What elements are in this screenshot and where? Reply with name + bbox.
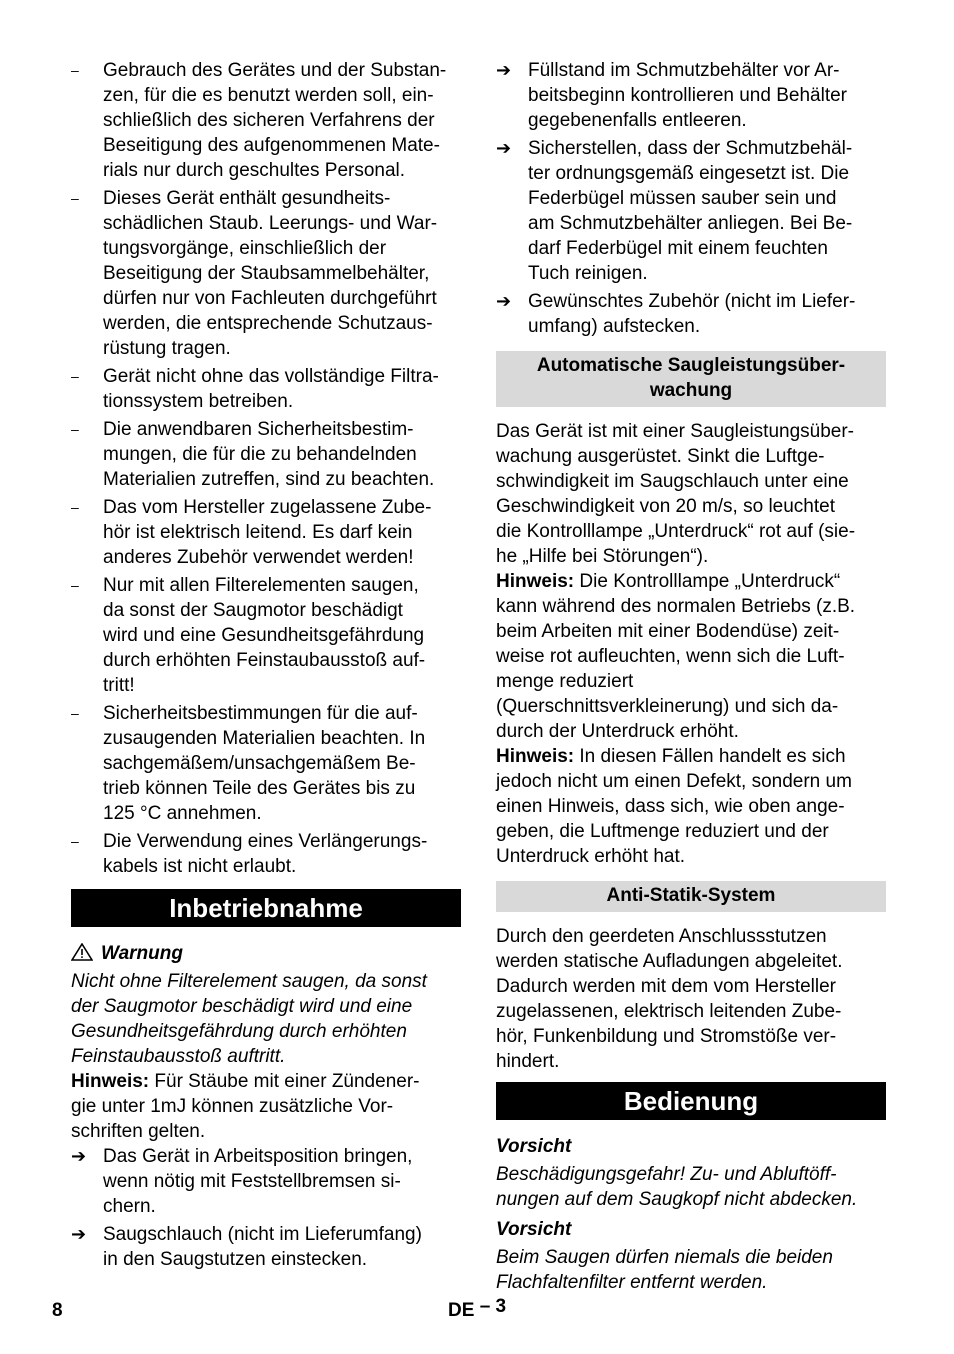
text-line: werden statische Aufladungen abgeleitet. (496, 951, 843, 972)
text-line: rüstung tragen. (103, 338, 231, 359)
left-column (71, 58, 461, 1275)
text-line: chern. (103, 1196, 156, 1217)
section-title-inbetriebnahme: Inbetriebnahme (71, 889, 461, 927)
text-line: menge reduziert (496, 671, 634, 692)
text-line: In diesen Fällen handelt es sich (574, 746, 846, 767)
list-item (71, 417, 461, 492)
text-line: Durch den geerdeten Anschlussstutzen (496, 926, 827, 947)
text-line: hindert. (496, 1051, 560, 1072)
text-line: Dadurch werden mit dem vom Hersteller (496, 976, 837, 997)
text-line: zen, für die es benutzt werden soll, ein- (103, 85, 434, 106)
text-line: Beseitigung des aufgenommenen Mate- (103, 135, 440, 156)
text-line: schädlichen Staub. Leerungs- und War- (103, 213, 438, 234)
text-line: gegebenenfalls entleeren. (528, 110, 747, 131)
list-item-text (528, 58, 886, 133)
text-line: Die anwendbaren Sicherheitsbestim- (103, 419, 414, 440)
text-line: anderes Zubehör verwendet werden! (103, 547, 414, 568)
text-line: Beschädigungsgefahr! Zu- und Abluftöff- (496, 1164, 837, 1185)
caution-2-label: Vorsicht (496, 1219, 572, 1240)
text-line: Nicht ohne Filterelement saugen, da sonst (71, 971, 427, 992)
text-line: Das Gerät ist mit einer Saugleistungsüber- (496, 421, 854, 442)
text-line: einen Hinweis, dass sich, wie oben ange- (496, 796, 845, 817)
text-line: wenn nötig mit Feststellbremsen si- (103, 1171, 401, 1192)
text-line: Beseitigung der Staubsammelbehälter, (103, 263, 430, 284)
text-line: Federbügel müssen sauber sein und (528, 188, 837, 209)
text-line: Gewünschtes Zubehör (nicht im Liefer- (528, 291, 856, 312)
text-line: wird und eine Gesundheitsgefährdung (103, 625, 425, 646)
text-line: ter ordnungsgemäß eingesetzt ist. Die (528, 163, 850, 184)
note-label: Hinweis: (496, 571, 575, 592)
footer-lang-code: DE (448, 1300, 475, 1321)
note-text (71, 1069, 461, 1144)
dash-bullet: – (71, 833, 79, 849)
warning-text (71, 969, 461, 1069)
list-item-text (103, 1222, 461, 1272)
caution-1-label: Vorsicht (496, 1136, 572, 1157)
text-line: Automatische Saugleistungsüber- (536, 355, 846, 376)
text-line: Flachfaltenfilter entfernt werden. (496, 1272, 768, 1293)
page-number: 8 (52, 1300, 63, 1321)
text-line: Dieses Gerät enthält gesundheits- (103, 188, 391, 209)
text-line: die Kontrolllampe „Unterdruck“ rot auf (sie- (496, 521, 856, 542)
text-line: Für Stäube mit einer Zündener- (149, 1071, 420, 1092)
setup-steps-list (71, 1144, 461, 1272)
list-item-text (103, 417, 461, 492)
text-line: zugelassenen, elektrisch leitenden Zube- (496, 1001, 842, 1022)
section-title-bedienung: Bedienung (496, 1082, 886, 1120)
text-line: umfang) aufstecken. (528, 316, 701, 337)
text-line: da sonst der Saugmotor beschädigt (103, 600, 403, 621)
text-line: in den Saugstutzen einstecken. (103, 1249, 368, 1270)
warning-triangle-icon (71, 943, 93, 961)
text-line: wachung (649, 380, 733, 401)
list-item-text (103, 573, 461, 698)
note-first-line (71, 1069, 461, 1094)
text-line: weise rot aufleuchten, wenn sich die Luft- (496, 646, 845, 667)
dash-bullet: – (71, 705, 79, 721)
dash-bullet: – (71, 62, 79, 78)
text-line: 125 °C annehmen. (103, 803, 262, 824)
text-line: schriften gelten. (71, 1121, 206, 1142)
list-item-text (528, 289, 886, 339)
text-line: schwindigkeit im Saugschlauch unter eine (496, 471, 849, 492)
note-2-text (496, 744, 886, 869)
arrow-bullet-icon: ➔ (71, 1224, 87, 1244)
saugleistung-paragraph (496, 419, 886, 569)
list-item (496, 289, 886, 339)
footer-sub-page: – 3 (479, 1296, 507, 1317)
text-line: jedoch nicht um einen Defekt, sondern um (496, 771, 852, 792)
note-1-text (496, 569, 886, 744)
dash-bullet: – (71, 577, 79, 593)
text-line: Gerät nicht ohne das vollständige Filtra- (103, 366, 439, 387)
preparation-steps-list (496, 58, 886, 339)
text-line: mungen, die für die zu behandelnden (103, 444, 417, 465)
note-label: Hinweis: (496, 746, 575, 767)
text-line: Die Kontrolllampe „Unterdruck“ (574, 571, 841, 592)
list-item-text (103, 829, 461, 879)
list-item (71, 573, 461, 698)
dash-bullet: – (71, 368, 79, 384)
text-line: Tuch reinigen. (528, 263, 648, 284)
text-line: durch der Unterdruck erhöht. (496, 721, 739, 742)
text-line: Sicherstellen, dass der Schmutzbehäl- (528, 138, 853, 159)
safety-list (71, 58, 461, 879)
note-first-line (496, 744, 886, 769)
list-item (71, 1222, 461, 1272)
dash-bullet: – (71, 499, 79, 515)
text-line: darf Federbügel mit einem feuchten (528, 238, 828, 259)
arrow-bullet-icon: ➔ (71, 1146, 87, 1166)
text-line: Materialien zutreffen, sind zu beachten. (103, 469, 435, 490)
text-line: Die Verwendung eines Verlängerungs- (103, 831, 428, 852)
text-line: schließlich des sicheren Verfahrens der (103, 110, 435, 131)
text-line: hör, Funkenbildung und Stromstöße ver- (496, 1026, 837, 1047)
arrow-bullet-icon: ➔ (496, 60, 512, 80)
text-line: Beim Saugen dürfen niemals die beiden (496, 1247, 833, 1268)
list-item-text (528, 136, 886, 286)
list-item (71, 186, 461, 361)
text-line: Sicherheitsbestimmungen für die auf- (103, 703, 418, 724)
dash-bullet: – (71, 421, 79, 437)
text-line: rials nur durch geschultes Personal. (103, 160, 406, 181)
text-line: wachung ausgerüstet. Sinkt die Luftge- (496, 446, 825, 467)
text-line: kabels ist nicht erlaubt. (103, 856, 297, 877)
text-line: durch erhöhten Feinstaubausstoß auf- (103, 650, 426, 671)
text-line: Nur mit allen Filterelementen saugen, (103, 575, 419, 596)
subsection-title-antistatik: Anti-Statik-System (496, 881, 886, 912)
list-item (71, 58, 461, 183)
text-line: Das vom Hersteller zugelassene Zube- (103, 497, 432, 518)
list-item (496, 136, 886, 286)
list-item (71, 364, 461, 414)
list-item (496, 58, 886, 133)
list-item-text (103, 1144, 461, 1219)
warning-heading (71, 941, 461, 966)
note-first-line (496, 569, 886, 594)
note-label: Hinweis: (71, 1071, 150, 1092)
list-item (71, 1144, 461, 1219)
text-line: beim Arbeiten mit einer Bodendüse) zeit- (496, 621, 840, 642)
text-line: beitsbeginn kontrollieren und Behälter (528, 85, 847, 106)
text-line: kann während des normalen Betriebs (z.B. (496, 596, 856, 617)
text-line: geben, die Luftmenge reduziert und der (496, 821, 829, 842)
subsection-title-saugleistung (496, 351, 886, 407)
text-line: zusaugenden Materialien beachten. In (103, 728, 426, 749)
text-line: Saugschlauch (nicht im Lieferumfang) (103, 1224, 422, 1245)
text-line: Gesundheitsgefährdung durch erhöhten (71, 1021, 407, 1042)
list-item-text (103, 58, 461, 183)
footer-language (448, 1298, 506, 1323)
text-line: tritt! (103, 675, 135, 696)
list-item-text (103, 495, 461, 570)
text-line: Füllstand im Schmutzbehälter vor Ar- (528, 60, 840, 81)
arrow-bullet-icon: ➔ (496, 138, 512, 158)
text-line: hör ist elektrisch leitend. Es darf kein (103, 522, 413, 543)
warning-label: Warnung (101, 943, 183, 964)
dash-bullet: – (71, 190, 79, 206)
text-line: gie unter 1mJ können zusätzliche Vor- (71, 1096, 394, 1117)
text-line: Geschwindigkeit von 20 m/s, so leuchtet (496, 496, 836, 517)
text-line: Gebrauch des Gerätes und der Substan- (103, 60, 447, 81)
text-line: trieb können Teile des Gerätes bis zu (103, 778, 416, 799)
list-item (71, 701, 461, 826)
caution-2-text (496, 1245, 886, 1295)
text-line: tungsvorgänge, einschließlich der (103, 238, 387, 259)
text-line: sachgemäßem/unsachgemäßem Be- (103, 753, 416, 774)
text-line: Feinstaubausstoß auftritt. (71, 1046, 286, 1067)
caution-1-text (496, 1162, 886, 1212)
text-line: am Schmutzbehälter anliegen. Bei Be- (528, 213, 853, 234)
right-column (496, 58, 886, 1295)
text-line: (Querschnittsverkleinerung) und sich da- (496, 696, 839, 717)
list-item (71, 495, 461, 570)
text-line: werden, die entsprechende Schutzaus- (103, 313, 433, 334)
text-line: dürfen nur von Fachleuten durchgeführt (103, 288, 437, 309)
list-item (71, 829, 461, 879)
text-line: Das Gerät in Arbeitsposition bringen, (103, 1146, 413, 1167)
text-line: he „Hilfe bei Störungen“). (496, 546, 709, 567)
text-line: tionssystem betreiben. (103, 391, 294, 412)
list-item-text (103, 701, 461, 826)
arrow-bullet-icon: ➔ (496, 291, 512, 311)
antistatik-paragraph (496, 924, 886, 1074)
list-item-text (103, 186, 461, 361)
text-line: nungen auf dem Saugkopf nicht abdecken. (496, 1189, 858, 1210)
text-line: der Saugmotor beschädigt wird und eine (71, 996, 413, 1017)
list-item-text (103, 364, 461, 414)
text-line: Unterdruck erhöht hat. (496, 846, 686, 867)
